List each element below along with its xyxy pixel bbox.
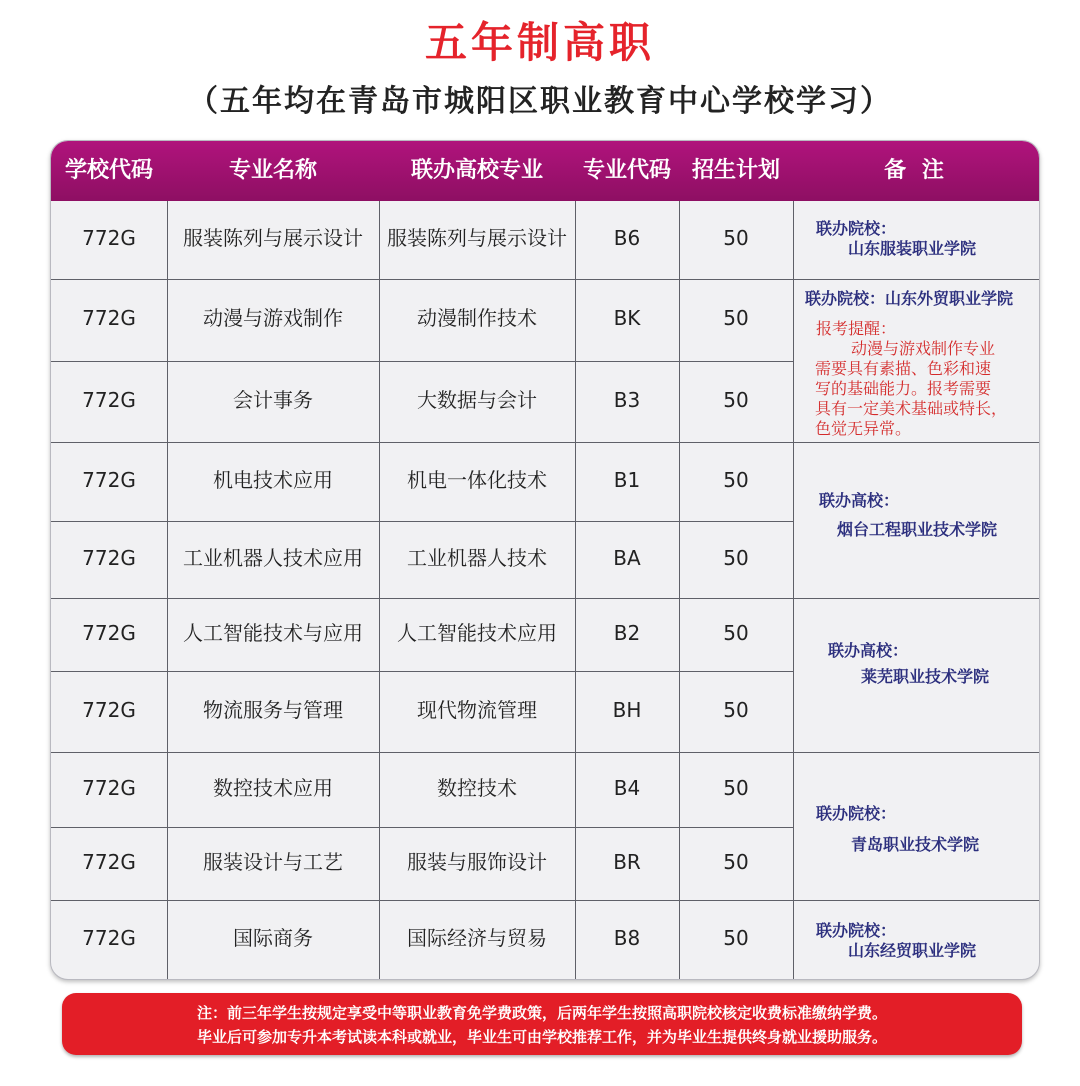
- grid-line: [51, 900, 1039, 901]
- grid-line: [51, 598, 1039, 599]
- grid-line: [51, 827, 793, 828]
- remark-r3-line2: 烟台工程职业技术学院: [837, 520, 998, 539]
- grid-line: [51, 671, 793, 672]
- cell-plan: 50: [723, 468, 749, 492]
- cell-school-code: 772G: [82, 850, 136, 874]
- cell-plan: 50: [723, 226, 749, 250]
- page-subtitle: （五年均在青岛市城阳区职业教育中心学校学习）: [188, 84, 892, 119]
- cell-school-code: 772G: [82, 926, 136, 950]
- grid-line: [51, 279, 1039, 280]
- cell-major-code: B2: [613, 621, 641, 645]
- remark-r2-reminder-5: 具有一定美术基础或特长，: [815, 399, 1008, 418]
- cell-major: 工业机器人技术应用: [183, 546, 363, 570]
- remark-r1-line1: 联办院校：: [816, 219, 897, 238]
- grid-line: [51, 361, 793, 362]
- cell-plan: 50: [723, 926, 749, 950]
- cell-major: 动漫与游戏制作: [203, 306, 343, 330]
- remark-r2-reminder-4: 写的基础能力。报考需要: [815, 379, 992, 398]
- cell-plan: 50: [723, 621, 749, 645]
- cell-partner-major: 数控技术: [437, 776, 517, 800]
- cell-major-code: B3: [613, 388, 641, 412]
- cell-plan: 50: [723, 698, 749, 722]
- table-header: [51, 141, 1039, 201]
- cell-major-code: B8: [613, 926, 641, 950]
- cell-school-code: 772G: [82, 388, 136, 412]
- cell-plan: 50: [723, 776, 749, 800]
- enrollment-table: [50, 140, 1040, 980]
- remark-r2-reminder-1: 报考提醒：: [816, 319, 897, 338]
- header-major: 专业名称: [228, 158, 317, 183]
- remark-r6-line1: 联办院校：: [816, 921, 897, 940]
- remark-r2-reminder-3: 需要具有素描、色彩和速: [815, 359, 992, 378]
- footer-line-1: 注：前三年学生按规定享受中等职业教育免学费政策，后两年学生按照高职院校核定收费标准缴纳学费。: [196, 1004, 887, 1022]
- remark-r1-line2: 山东服装职业学院: [848, 239, 977, 258]
- grid-line: [51, 521, 793, 522]
- cell-plan: 50: [723, 388, 749, 412]
- cell-school-code: 772G: [82, 546, 136, 570]
- cell-school-code: 772G: [82, 306, 136, 330]
- cell-major-code: B1: [613, 468, 641, 492]
- cell-major-code: BH: [612, 698, 642, 722]
- remark-r4-line1: 联办高校：: [828, 641, 909, 660]
- cell-partner-major: 人工智能技术应用: [397, 621, 557, 645]
- cell-partner-major: 现代物流管理: [417, 698, 537, 722]
- header-remarks: 备 注: [884, 158, 948, 183]
- header-major-code: 专业代码: [582, 158, 671, 183]
- grid-line: [793, 201, 794, 979]
- cell-partner-major: 机电一体化技术: [407, 468, 547, 492]
- cell-major-code: B6: [613, 226, 641, 250]
- remark-r5-line1: 联办院校：: [816, 804, 897, 823]
- cell-major: 机电技术应用: [213, 468, 333, 492]
- cell-partner-major: 服装与服饰设计: [407, 850, 547, 874]
- cell-school-code: 772G: [82, 776, 136, 800]
- cell-partner-major: 工业机器人技术: [407, 546, 547, 570]
- cell-school-code: 772G: [82, 698, 136, 722]
- cell-plan: 50: [723, 850, 749, 874]
- cell-major-code: BK: [613, 306, 641, 330]
- remark-r5-line2: 青岛职业技术学院: [851, 835, 980, 854]
- header-school-code: 学校代码: [64, 158, 153, 183]
- cell-school-code: 772G: [82, 468, 136, 492]
- footer-line-2: 毕业后可参加专升本考试读本科或就业，毕业生可由学校推荐工作，并为毕业生提供终身就业援助服务。: [196, 1028, 887, 1046]
- cell-major: 服装设计与工艺: [203, 850, 343, 874]
- cell-plan: 50: [723, 546, 749, 570]
- footer-note: [62, 993, 1022, 1055]
- cell-major-code: BR: [613, 850, 641, 874]
- grid-line: [51, 752, 1039, 753]
- cell-major-code: B4: [613, 776, 641, 800]
- header-partner-major: 联办高校专业: [410, 158, 543, 183]
- remark-r3-line1: 联办高校：: [819, 491, 900, 510]
- cell-partner-major: 服装陈列与展示设计: [387, 226, 567, 250]
- cell-major: 物流服务与管理: [203, 698, 343, 722]
- grid-line: [51, 442, 1039, 443]
- cell-partner-major: 动漫制作技术: [417, 306, 537, 330]
- cell-school-code: 772G: [82, 226, 136, 250]
- remark-r6-line2: 山东经贸职业学院: [848, 941, 977, 960]
- cell-partner-major: 国际经济与贸易: [407, 926, 547, 950]
- cell-major: 数控技术应用: [213, 776, 333, 800]
- cell-major: 人工智能技术与应用: [183, 621, 363, 645]
- cell-school-code: 772G: [82, 621, 136, 645]
- cell-major: 国际商务: [233, 926, 313, 950]
- cell-major: 会计事务: [233, 388, 313, 412]
- header-plan: 招生计划: [691, 158, 780, 183]
- remark-r2-reminder-6: 色觉无异常。: [815, 419, 912, 438]
- remark-r4-line2: 莱芜职业技术学院: [861, 667, 990, 686]
- cell-partner-major: 大数据与会计: [417, 388, 537, 412]
- remark-r2-partner: 联办院校：山东外贸职业学院: [805, 289, 1014, 308]
- cell-plan: 50: [723, 306, 749, 330]
- cell-major-code: BA: [613, 546, 641, 570]
- cell-major: 服装陈列与展示设计: [183, 226, 363, 250]
- page-title: 五年制高职: [424, 18, 655, 67]
- remark-r2-reminder-2: 动漫与游戏制作专业: [851, 339, 996, 358]
